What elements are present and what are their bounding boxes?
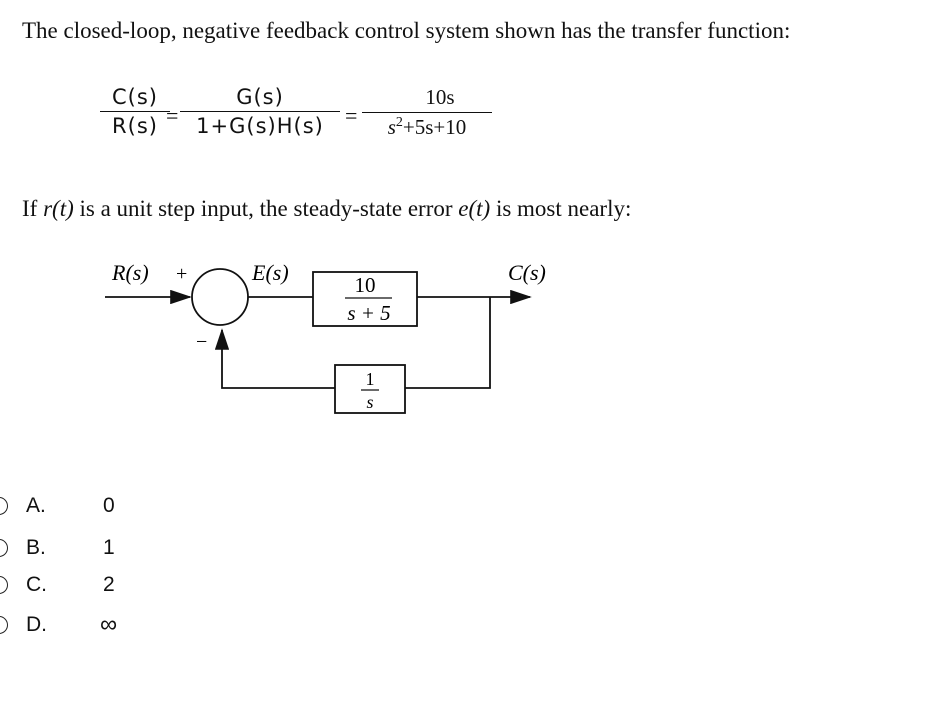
- error-label: E(s): [252, 260, 289, 285]
- option-letter: A.: [26, 494, 46, 517]
- lhs-denominator: R(s): [112, 114, 158, 138]
- lhs-fraction: [100, 85, 170, 138]
- option-value: 0: [103, 494, 115, 517]
- equals-sign-2: =: [345, 103, 358, 128]
- input-label: R(s): [112, 260, 149, 285]
- rhs-numerator: 10s: [425, 85, 455, 109]
- block-diagram: [0, 250, 938, 430]
- question-text: The closed-loop, negative feedback control system shown has the transfer function:: [22, 18, 791, 43]
- mid-fraction: [180, 85, 340, 138]
- feedback-denominator: s: [366, 392, 374, 412]
- plus-sign: +: [176, 263, 188, 285]
- radio-button[interactable]: [0, 576, 8, 594]
- option-value: ∞: [100, 611, 118, 638]
- mid-denominator: 1+G(s)H(s): [196, 114, 324, 138]
- summing-junction: [192, 269, 248, 325]
- radio-button[interactable]: [0, 616, 8, 634]
- output-label: C(s): [508, 260, 546, 285]
- option-letter: B.: [26, 536, 46, 559]
- equals-sign-1: =: [166, 103, 179, 128]
- feedback-numerator: 1: [365, 369, 375, 389]
- forward-denominator: s + 5: [347, 301, 391, 325]
- minus-sign: −: [196, 331, 208, 353]
- radio-button[interactable]: [0, 497, 8, 515]
- option-value: 2: [103, 573, 115, 596]
- option-value: 1: [103, 536, 115, 559]
- lhs-numerator: C(s): [112, 85, 158, 109]
- question-prompt: If r(t) is a unit step input, the steady-state error e(t) is most nearly:: [22, 196, 632, 221]
- transfer-function-equation: [100, 85, 520, 165]
- forward-numerator: 10: [354, 273, 376, 297]
- option-letter: D.: [26, 613, 47, 636]
- mid-numerator: G(s): [236, 85, 284, 109]
- radio-button[interactable]: [0, 539, 8, 557]
- rhs-denominator: $s^2+5s+10$: [387, 115, 467, 139]
- feedback-path-left: [222, 330, 335, 388]
- rhs-fraction: [362, 85, 492, 140]
- option-letter: C.: [26, 573, 47, 596]
